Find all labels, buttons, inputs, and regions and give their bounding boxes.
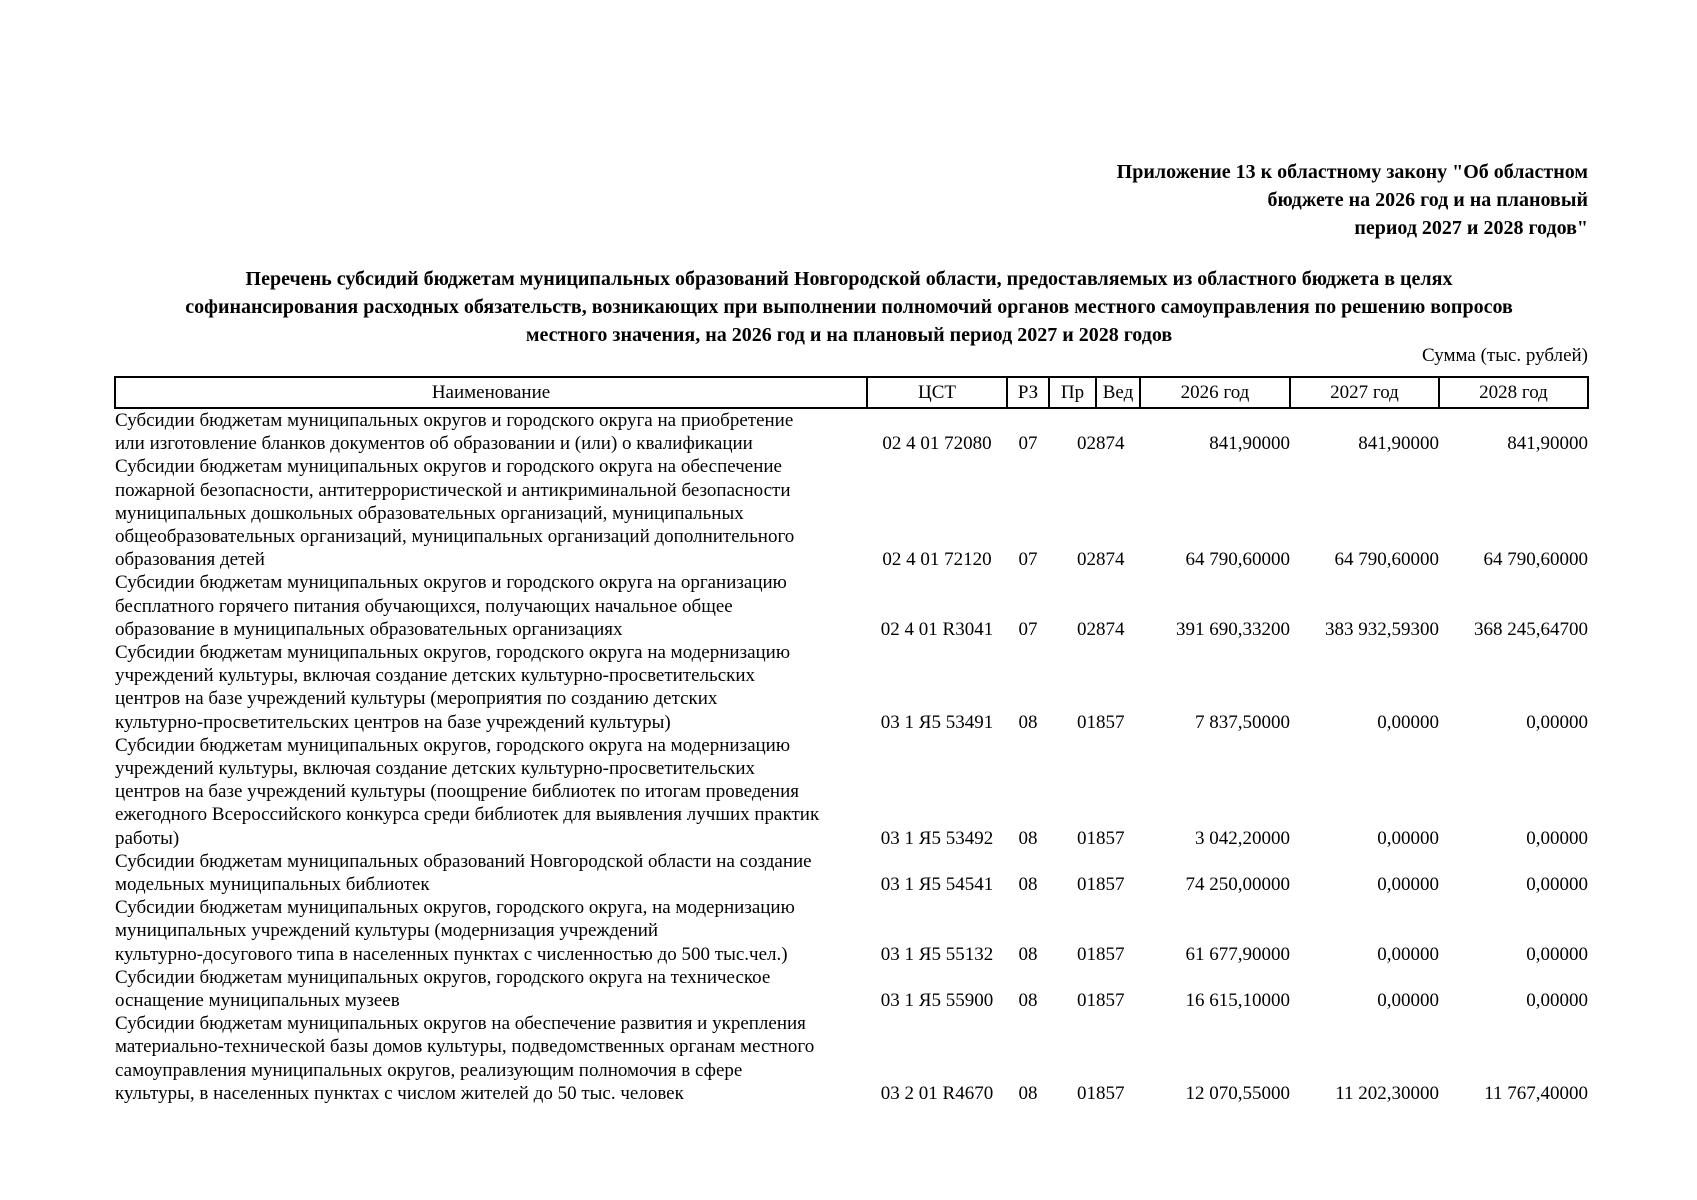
- cell-2028: 11 767,40000: [1484, 1082, 1588, 1104]
- cell-name: [115, 1012, 867, 1105]
- cell-2026: 12 070,55000: [1185, 1082, 1290, 1104]
- header-ved: Вед: [1096, 377, 1140, 408]
- table-row: [115, 1012, 1588, 1105]
- cell-2028: 64 790,60000: [1483, 549, 1588, 571]
- name-line: образование в муниципальных образовательных организациях: [115, 618, 623, 640]
- cell-cst: 03 1 Я5 55900: [880, 990, 994, 1012]
- cell-cst: 03 1 Я5 53491: [880, 711, 994, 733]
- name-line: центров на базе учреждений культуры (мероприятия по созданию детских: [115, 688, 718, 710]
- cell-2028: 0,00000: [1526, 990, 1588, 1012]
- cell-cst: 02 4 01 R3041: [880, 618, 994, 640]
- document-title: [110, 265, 1588, 349]
- cell-2026: 74 250,00000: [1185, 874, 1290, 896]
- cell-2028: 0,00000: [1526, 943, 1588, 965]
- cell-rz: 07: [1018, 618, 1038, 640]
- cell-cst: 02 4 01 72120: [882, 549, 992, 571]
- cell-2027: 841,90000: [1358, 433, 1439, 455]
- table-row: [115, 734, 1588, 850]
- cell-rz: 08: [1018, 943, 1038, 965]
- name-line: муниципальных дошкольных образовательных организаций, муниципальных: [115, 502, 744, 524]
- table-row: [115, 641, 1588, 734]
- cell-2027: 0,00000: [1377, 874, 1439, 896]
- name-line: Субсидии бюджетам муниципальных округов, городского округа на модернизацию: [115, 642, 791, 664]
- cell-2027: 0,00000: [1377, 827, 1439, 849]
- name-line: культурно-просветительских центров на базе учреждений культуры): [115, 711, 671, 733]
- header-rz: РЗ: [1007, 377, 1049, 408]
- table-body: [115, 408, 1588, 1105]
- cell-ved: 857: [1096, 827, 1125, 849]
- name-line: ежегодного Всероссийского конкурса среди библиотек для выявления лучших практик: [115, 804, 820, 826]
- cell-ved: 874: [1096, 433, 1125, 455]
- units-label: Сумма (тыс. рублей): [1422, 345, 1588, 366]
- cell-pr: 01: [1077, 711, 1096, 733]
- cell-rz: 08: [1018, 711, 1038, 733]
- appendix-line: бюджете на 2026 год и на плановый: [1267, 189, 1588, 211]
- cell-2027: 0,00000: [1377, 990, 1439, 1012]
- cell-name: [115, 966, 867, 1012]
- cell-ved: 874: [1096, 549, 1125, 571]
- name-line: учреждений культуры, включая создание детских культурно-просветительских: [115, 665, 756, 687]
- cell-2028: 0,00000: [1526, 874, 1588, 896]
- cell-rz: 08: [1018, 874, 1038, 896]
- cell-2026: 16 615,10000: [1185, 990, 1290, 1012]
- name-line: Субсидии бюджетам муниципальных округов, городского округа на модернизацию: [115, 734, 791, 756]
- name-line: Субсидии бюджетам муниципальных округов, городского округа, на модернизацию: [115, 897, 795, 919]
- cell-2027: 383 932,59300: [1325, 618, 1439, 640]
- cell-ved: 857: [1096, 1082, 1125, 1104]
- name-line: Субсидии бюджетам муниципальных округов, городского округа на техническое: [115, 966, 771, 988]
- name-line: образования детей: [115, 549, 265, 571]
- name-line: Субсидии бюджетам муниципальных округов и городского округа на обеспечение: [115, 456, 782, 478]
- name-line: самоуправления муниципальных округов, реализующим полномочия в сфере: [115, 1059, 743, 1081]
- cell-rz: 08: [1018, 990, 1038, 1012]
- cell-2028: 0,00000: [1526, 827, 1588, 849]
- name-line: центров на базе учреждений культуры (поощрение библиотек по итогам проведения: [115, 781, 799, 803]
- cell-pr: 02: [1077, 618, 1096, 640]
- table-row: [115, 455, 1588, 571]
- cell-pr: 01: [1077, 943, 1096, 965]
- name-line: Субсидии бюджетам муниципальных образований Новгородской области на создание: [115, 850, 812, 872]
- name-line: работы): [115, 827, 180, 849]
- appendix-line: период 2027 и 2028 годов": [1354, 217, 1588, 239]
- cell-name: [115, 408, 867, 455]
- title-line: софинансирования расходных обязательств, возникающих при выполнении полномочий органов местного самоуправления по решению вопросов: [185, 296, 1513, 318]
- cell-rz: 08: [1018, 827, 1038, 849]
- name-line: Субсидии бюджетам муниципальных округов и городского округа на приобретение: [115, 410, 794, 431]
- cell-2026: 3 042,20000: [1195, 827, 1290, 849]
- cell-2026: 64 790,60000: [1185, 549, 1290, 571]
- cell-pr: 02: [1077, 549, 1096, 571]
- cell-ved: 857: [1096, 711, 1125, 733]
- cell-name: [115, 734, 867, 850]
- table-row: [115, 408, 1588, 455]
- header-name: Наименование: [115, 377, 867, 408]
- cell-2026: 7 837,50000: [1195, 711, 1290, 733]
- appendix-line: Приложение 13 к областному закону "Об областном: [1116, 161, 1588, 183]
- title-line: Перечень субсидий бюджетам муниципальных образований Новгородской области, предоставляемых из областного бюджета в целях: [245, 268, 1453, 290]
- cell-2027: 0,00000: [1377, 943, 1439, 965]
- name-line: пожарной безопасности, антитеррористической и антикриминальной безопасности: [115, 479, 791, 501]
- cell-pr: 01: [1077, 827, 1096, 849]
- cell-pr: 01: [1077, 874, 1096, 896]
- cell-2026: 391 690,33200: [1176, 618, 1290, 640]
- name-line: оснащение муниципальных музеев: [115, 990, 400, 1012]
- cell-ved: 857: [1096, 990, 1125, 1012]
- cell-ved: 857: [1096, 874, 1125, 896]
- header-2027: 2027 год: [1290, 377, 1439, 408]
- cell-rz: 08: [1018, 1082, 1038, 1104]
- cell-rz: 07: [1018, 433, 1038, 455]
- appendix-header: [1117, 158, 1588, 242]
- cell-2028: 841,90000: [1507, 433, 1588, 455]
- cell-name: [115, 455, 867, 571]
- header-cst: ЦСТ: [867, 377, 1007, 408]
- title-line: местного значения, на 2026 год и на плановый период 2027 и 2028 годов: [525, 324, 1173, 346]
- name-line: культуры, в населенных пунктах с числом жителей до 50 тыс. человек: [115, 1082, 684, 1104]
- cell-2026: 61 677,90000: [1185, 943, 1290, 965]
- name-line: муниципальных учреждений культуры (модернизация учреждений: [115, 920, 659, 942]
- cell-pr: 01: [1077, 990, 1096, 1012]
- cell-2026: 841,90000: [1209, 433, 1290, 455]
- cell-name: [115, 641, 867, 734]
- header-2026: 2026 год: [1140, 377, 1290, 408]
- cell-cst: 03 1 Я5 55132: [880, 943, 994, 965]
- name-line: модельных муниципальных библиотек: [115, 874, 430, 896]
- table-row: [115, 571, 1588, 641]
- name-line: бесплатного горячего питания обучающихся, получающих начальное общее: [115, 595, 733, 617]
- cell-pr: 02: [1077, 433, 1096, 455]
- cell-2027: 64 790,60000: [1334, 549, 1439, 571]
- header-2028: 2028 год: [1439, 377, 1588, 408]
- name-line: Субсидии бюджетам муниципальных округов на обеспечение развития и укрепления: [115, 1013, 806, 1035]
- cell-2027: 11 202,30000: [1335, 1082, 1439, 1104]
- cell-cst: 03 1 Я5 53492: [880, 827, 994, 849]
- cell-cst: 02 4 01 72080: [882, 433, 992, 455]
- name-line: Субсидии бюджетам муниципальных округов и городского округа на организацию: [115, 572, 787, 594]
- cell-cst: 03 1 Я5 54541: [880, 874, 994, 896]
- header-pr: Пр: [1049, 377, 1096, 408]
- name-line: материально-технической базы домов культуры, подведомственных органам местного: [115, 1036, 815, 1058]
- table-row: [115, 966, 1588, 1012]
- subsidies-table: [114, 376, 1589, 1105]
- cell-name: [115, 896, 867, 966]
- cell-name: [115, 571, 867, 641]
- cell-2028: 0,00000: [1526, 711, 1588, 733]
- table-header-row: [115, 377, 1588, 408]
- cell-2027: 0,00000: [1377, 711, 1439, 733]
- cell-pr: 01: [1077, 1082, 1096, 1104]
- name-line: общеобразовательных организаций, муниципальных организаций дополнительного: [115, 526, 795, 548]
- cell-2028: 368 245,64700: [1474, 618, 1588, 640]
- name-line: или изготовление бланков документов об образовании и (или) о квалификации: [115, 433, 753, 455]
- cell-cst: 03 2 01 R4670: [880, 1082, 994, 1104]
- name-line: учреждений культуры, включая создание детских культурно-просветительских: [115, 758, 756, 780]
- cell-ved: 874: [1096, 618, 1125, 640]
- cell-ved: 857: [1096, 943, 1125, 965]
- table-row: [115, 896, 1588, 966]
- name-line: культурно-досугового типа в населенных пунктах с численностью до 500 тыс.чел.): [115, 943, 788, 965]
- cell-rz: 07: [1018, 549, 1038, 571]
- table-row: [115, 850, 1588, 896]
- cell-name: [115, 850, 867, 896]
